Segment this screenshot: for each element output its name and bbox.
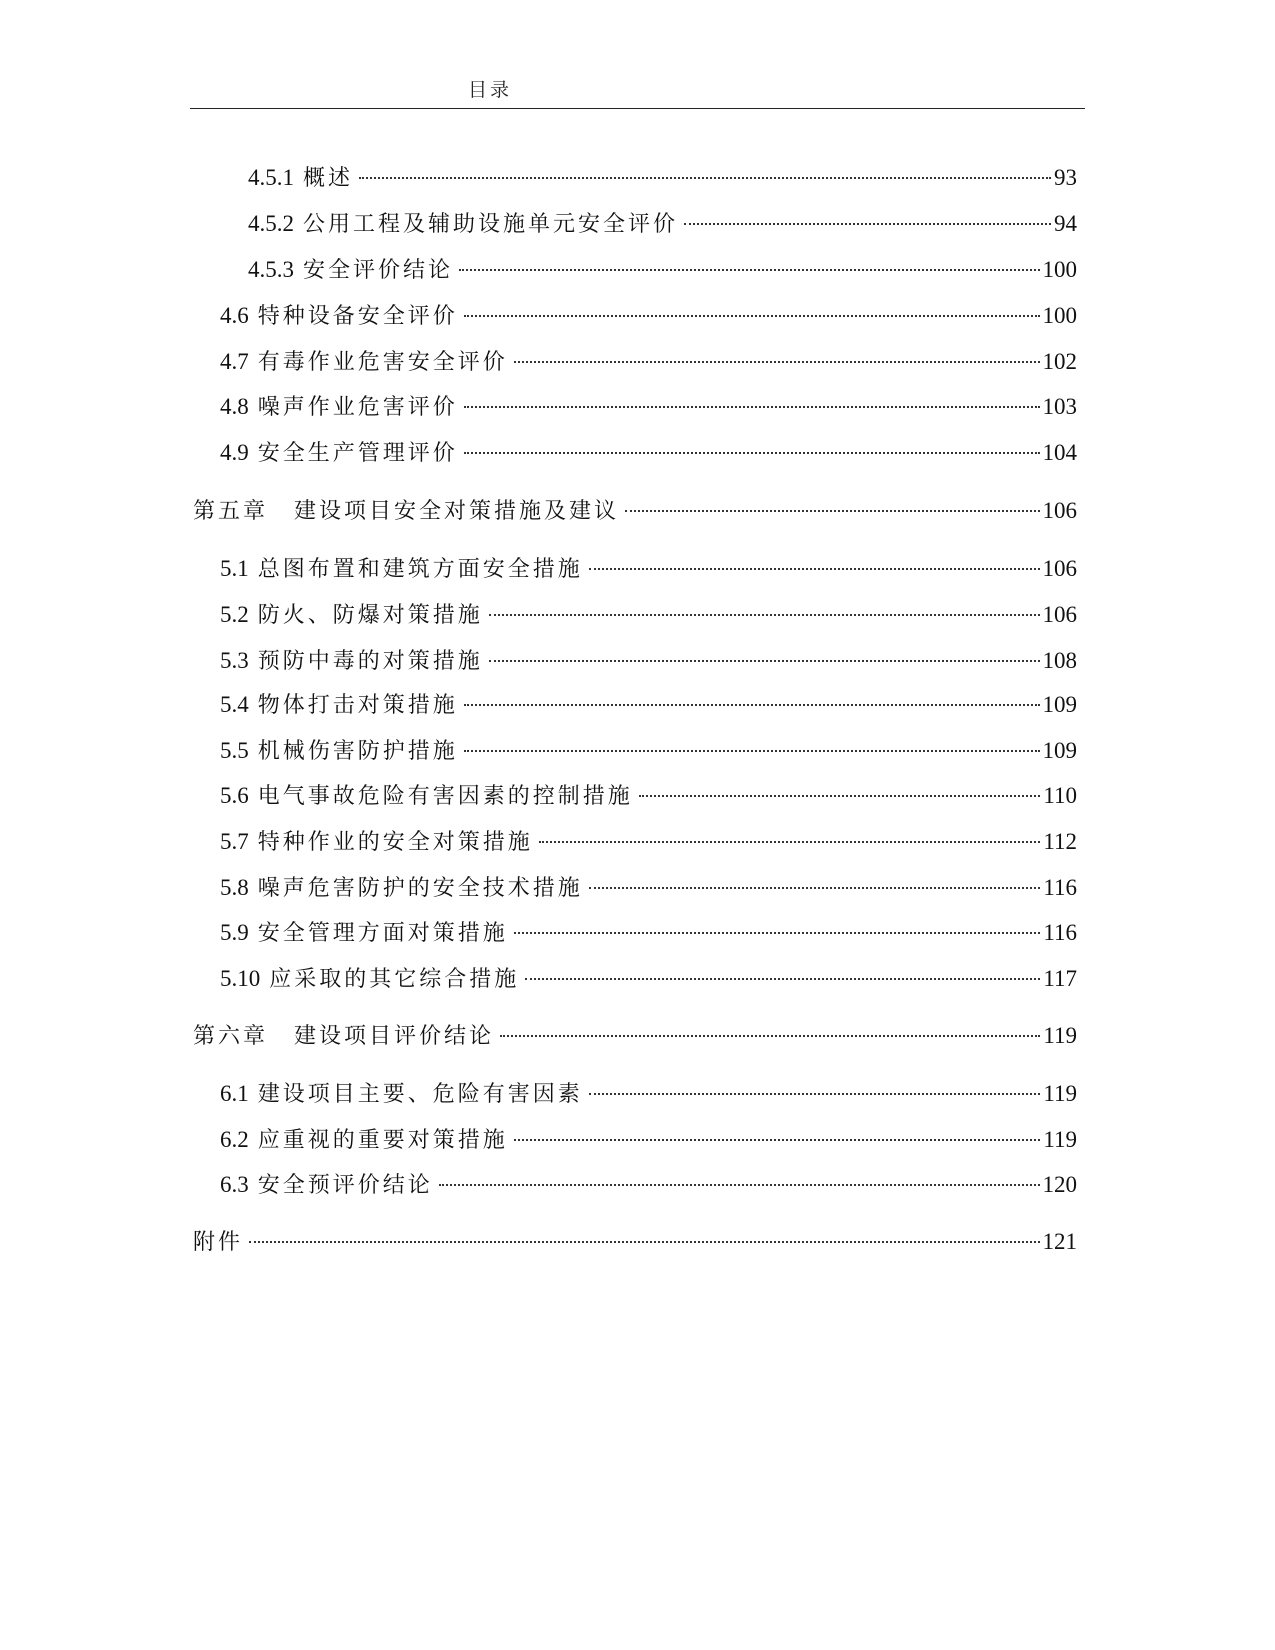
toc-leader-dots (589, 1092, 1041, 1095)
toc-entry[interactable] (220, 438, 1077, 468)
toc-leader-dots (589, 886, 1041, 889)
toc-entry-title: 建设项目安全对策措施及建议 (294, 499, 620, 524)
toc-leader-dots (525, 977, 1040, 980)
toc-appendix-entry[interactable] (193, 1227, 1077, 1257)
toc-leader-dots (625, 509, 1039, 512)
toc-leader-dots (514, 360, 1040, 363)
toc-entry-title: 噪声危害防护的安全技术措施 (257, 876, 583, 901)
toc-entry-number: 4.5.1 (248, 165, 294, 190)
toc-entry-page: 94 (1054, 211, 1077, 236)
toc-entry[interactable] (220, 918, 1077, 948)
toc-entry-title: 公用工程及辅助设施单元安全评价 (303, 212, 679, 237)
toc-leader-dots (489, 613, 1040, 616)
toc-entry-title: 机械伤害防护措施 (257, 739, 458, 764)
toc-leader-dots (539, 840, 1041, 843)
toc-entry[interactable] (220, 347, 1077, 377)
toc-entry-title: 安全评价结论 (303, 258, 454, 283)
toc-entry-page: 116 (1043, 920, 1077, 945)
toc-entry-number: 5.6 (220, 783, 249, 808)
toc-entry-title: 特种设备安全评价 (257, 304, 458, 329)
toc-entry-page: 104 (1042, 440, 1077, 465)
toc-entry-page: 117 (1043, 966, 1077, 991)
toc-entry-number: 4.6 (220, 303, 249, 328)
toc-entry-page: 108 (1042, 648, 1077, 673)
toc-entry[interactable] (220, 781, 1077, 811)
toc-entry-page: 109 (1042, 738, 1077, 763)
toc-leader-dots (459, 268, 1039, 271)
toc-entry-number: 5.7 (220, 829, 249, 854)
toc-entry-title: 应采取的其它综合措施 (269, 967, 520, 992)
toc-entry[interactable] (220, 964, 1077, 994)
toc-entry-page: 100 (1042, 257, 1077, 282)
toc-entry-page: 100 (1042, 303, 1077, 328)
toc-leader-dots (464, 405, 1040, 408)
toc-entry-number: 4.5.2 (248, 211, 294, 236)
toc-entry[interactable] (220, 690, 1077, 720)
toc-entry-page: 106 (1042, 556, 1077, 581)
toc-entry-title: 安全管理方面对策措施 (257, 921, 508, 946)
toc-entry[interactable] (220, 392, 1077, 422)
toc-entry[interactable] (220, 554, 1077, 584)
toc-entry-title: 建设项目评价结论 (294, 1024, 495, 1049)
toc-entry-number: 5.5 (220, 738, 249, 763)
toc-entry-number: 5.3 (220, 648, 249, 673)
toc-entry[interactable] (248, 209, 1077, 239)
toc-entry-title: 安全预评价结论 (257, 1173, 433, 1198)
toc-leader-dots (439, 1183, 1040, 1186)
toc-entry-title: 概述 (303, 166, 354, 191)
toc-entry-title: 噪声作业危害评价 (257, 395, 458, 420)
toc-entry-page: 121 (1042, 1229, 1077, 1254)
toc-entry-title: 应重视的重要对策措施 (257, 1128, 508, 1153)
toc-entry[interactable] (220, 736, 1077, 766)
toc-entry-title: 有毒作业危害安全评价 (257, 350, 508, 375)
toc-leader-dots (489, 659, 1040, 662)
toc-entry-number: 6.3 (220, 1172, 249, 1197)
toc-entry-page: 112 (1043, 829, 1077, 854)
toc-leader-dots (464, 451, 1040, 454)
toc-entry[interactable] (220, 1125, 1077, 1155)
toc-entry-number: 4.7 (220, 349, 249, 374)
toc-chapter-entry[interactable] (193, 496, 1077, 526)
toc-entry[interactable] (220, 301, 1077, 331)
toc-leader-dots (464, 703, 1040, 706)
toc-entry-number: 5.4 (220, 692, 249, 717)
toc-leader-dots (589, 567, 1040, 570)
toc-entry-number: 5.1 (220, 556, 249, 581)
toc-entry-page: 119 (1043, 1081, 1077, 1106)
toc-entry[interactable] (220, 600, 1077, 630)
page-header-title: 目录 (467, 79, 512, 101)
toc-entry-page: 116 (1043, 875, 1077, 900)
toc-entry-page: 119 (1043, 1023, 1077, 1048)
toc-leader-dots (639, 794, 1041, 797)
toc-entry-number: 5.9 (220, 920, 249, 945)
toc-entry-number: 5.8 (220, 875, 249, 900)
toc-entry[interactable] (220, 646, 1077, 676)
toc-leader-dots (684, 222, 1051, 225)
toc-entry-title: 物体打击对策措施 (257, 693, 458, 718)
toc-entry-title: 总图布置和建筑方面安全措施 (257, 557, 583, 582)
toc-entry-number: 5.2 (220, 602, 249, 627)
toc-entry-number: 4.5.3 (248, 257, 294, 282)
toc-entry-page: 119 (1043, 1127, 1077, 1152)
toc-entry[interactable] (248, 255, 1077, 285)
toc-leader-dots (464, 314, 1040, 317)
toc-entry-number: 4.8 (220, 394, 249, 419)
toc-entry-title: 特种作业的安全对策措施 (257, 830, 533, 855)
toc-entry-page: 109 (1042, 692, 1077, 717)
toc-entry[interactable] (220, 873, 1077, 903)
toc-entry-title: 防火、防爆对策措施 (257, 603, 483, 628)
toc-entry-page: 103 (1042, 394, 1077, 419)
toc-leader-dots (464, 749, 1040, 752)
toc-entry[interactable] (220, 1170, 1077, 1200)
toc-entry-number: 4.9 (220, 440, 249, 465)
toc-entry-page: 106 (1042, 498, 1077, 523)
toc-entry-page: 110 (1043, 783, 1077, 808)
toc-chapter-number: 第六章 (193, 1024, 269, 1049)
toc-chapter-number: 第五章 (193, 499, 269, 524)
toc-entry-page: 120 (1042, 1172, 1077, 1197)
toc-entry[interactable] (220, 1079, 1077, 1109)
toc-entry[interactable] (248, 163, 1077, 193)
toc-leader-dots (500, 1034, 1040, 1037)
toc-entry-title: 附件 (193, 1230, 244, 1255)
toc-entry-page: 102 (1042, 349, 1077, 374)
toc-entry-page: 106 (1042, 602, 1077, 627)
toc-entry-title: 建设项目主要、危险有害因素 (257, 1082, 583, 1107)
toc-leader-dots (514, 931, 1041, 934)
page-header (190, 70, 1085, 109)
toc-entry-number: 5.10 (220, 966, 261, 991)
toc-entry-title: 预防中毒的对策措施 (257, 649, 483, 674)
toc-entry-title: 电气事故危险有害因素的控制措施 (257, 784, 633, 809)
toc-entry-page: 93 (1054, 165, 1077, 190)
toc-leader-dots (249, 1240, 1039, 1243)
toc-entry-title: 安全生产管理评价 (257, 441, 458, 466)
toc-leader-dots (514, 1138, 1041, 1141)
toc-entry-number: 6.1 (220, 1081, 249, 1106)
toc-chapter-entry[interactable] (193, 1021, 1077, 1051)
toc-leader-dots (359, 176, 1051, 179)
toc-entry-number: 6.2 (220, 1127, 249, 1152)
toc-entry[interactable] (220, 827, 1077, 857)
